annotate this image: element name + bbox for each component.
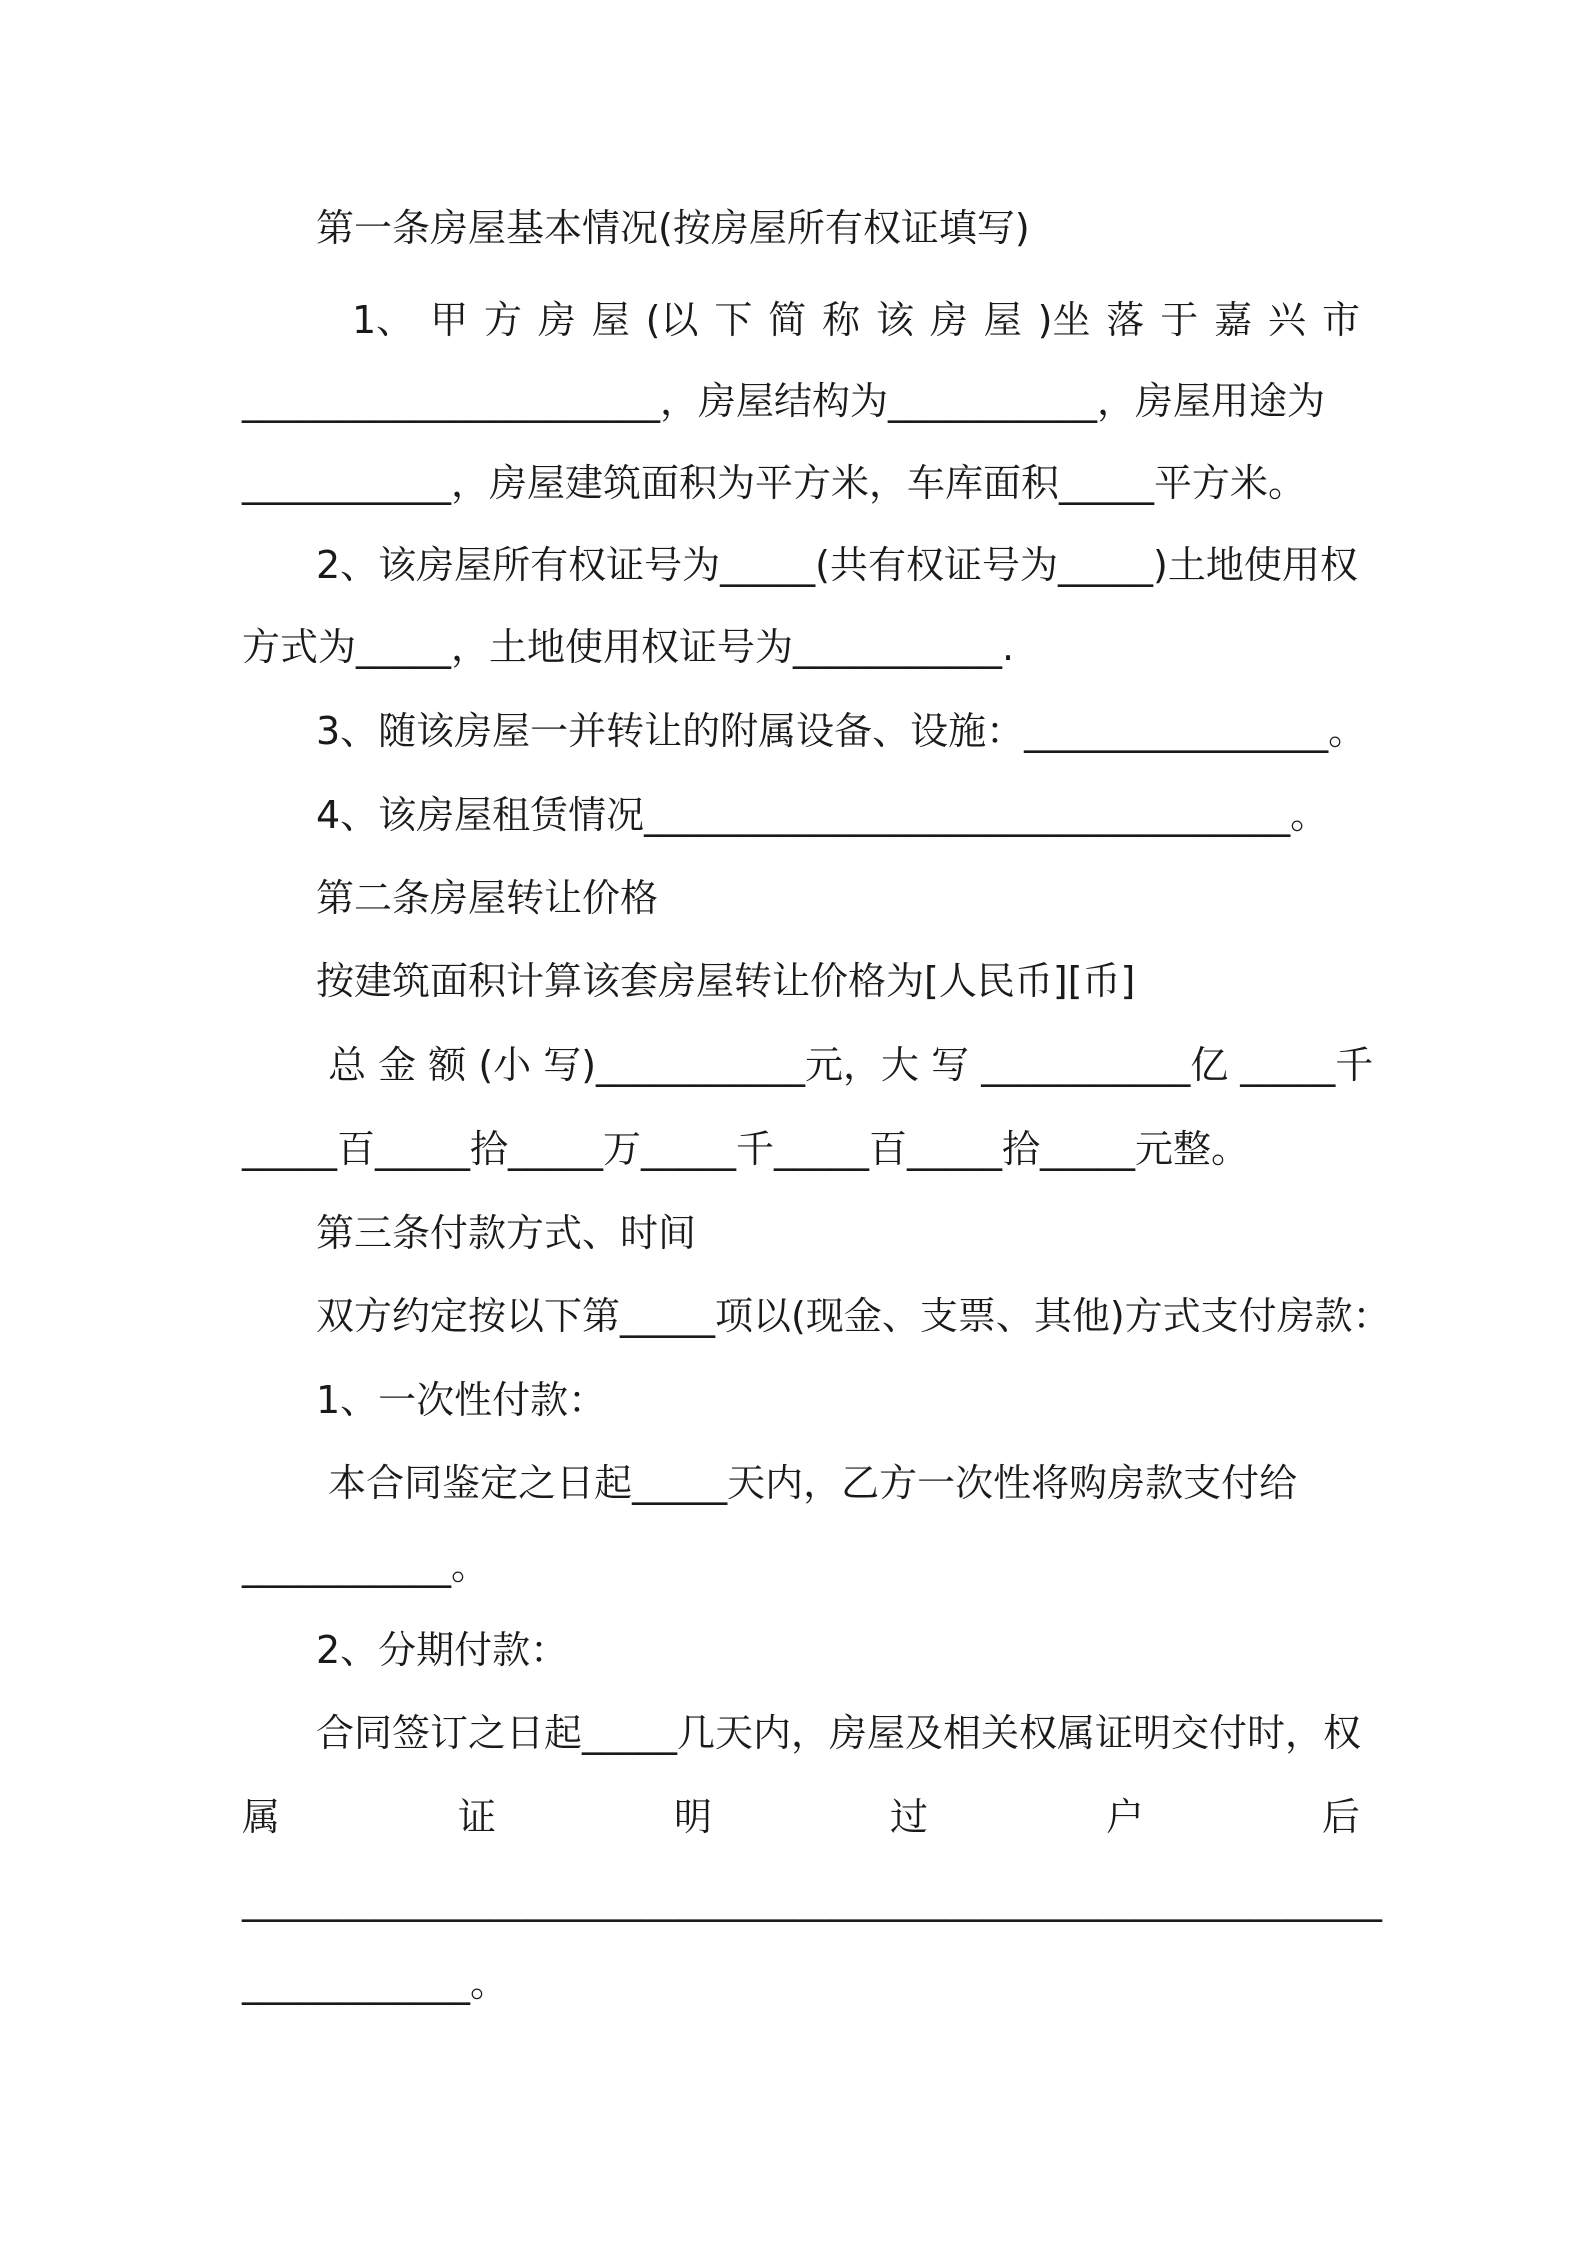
- justified-token: 该: [876, 298, 915, 342]
- justified-token: 方: [483, 298, 522, 342]
- justified-token: 嘉: [1214, 298, 1253, 342]
- justified-token: 兴: [1268, 298, 1307, 342]
- article2-title: 第二条房屋转让价格: [316, 876, 659, 920]
- justified-token: (以: [645, 298, 699, 342]
- justified-token: 甲: [430, 298, 469, 342]
- article2-line2: 总 金 额 (小 写)___________元，大 写 ___________亿 _____千: [316, 1043, 1374, 1087]
- justified-token: 后: [1321, 1795, 1360, 1839]
- article3-sub2-line2: [242, 1792, 1360, 1842]
- justified-token: 市: [1321, 298, 1360, 342]
- article3-sub1-title: 1、一次性付款：: [316, 1378, 607, 1422]
- justified-token: 房: [537, 298, 576, 342]
- article3-line1: 双方约定按以下第_____项以(现金、支票、其他)方式支付房款：: [316, 1294, 1391, 1338]
- article3-sub2-line1: 合同签订之日起_____几天内，房屋及相关权属证明交付时，权: [316, 1711, 1362, 1755]
- article3-sub2-line3: ____________________________________________________________: [242, 1878, 1382, 1922]
- justified-token: 过: [889, 1795, 928, 1839]
- justified-token: 明: [673, 1795, 712, 1839]
- justified-token: )坐: [1037, 298, 1091, 342]
- article3-sub2-line4: ____________。: [242, 1961, 509, 2005]
- justified-token: 1、: [352, 298, 415, 342]
- article1-item2-line2: 方式为_____，土地使用权证号为___________.: [242, 625, 1015, 669]
- justified-token: 属: [242, 1795, 281, 1839]
- justified-token: 屋: [591, 298, 630, 342]
- justified-token: 户: [1105, 1795, 1144, 1839]
- justified-token: 屋: [983, 298, 1022, 342]
- article2-line1: 按建筑面积计算该套房屋转让价格为[人民币][币]: [316, 959, 1136, 1003]
- article2-line3: _____百_____拾_____万_____千_____百_____拾_____元整。: [242, 1127, 1250, 1171]
- justified-token: 于: [1160, 298, 1199, 342]
- article1-item1-line3: ___________，房屋建筑面积为平方米，车库面积_____平方米。: [242, 461, 1307, 505]
- justified-token: 称: [822, 298, 861, 342]
- article1-item2-line1: 2、该房屋所有权证号为_____(共有权证号为_____)土地使用权: [316, 543, 1358, 587]
- article1-item1-line2: ______________________，房屋结构为___________，房屋用途为: [242, 379, 1326, 423]
- justified-token: 简: [768, 298, 807, 342]
- justified-token: 房: [929, 298, 968, 342]
- article1-item3: 3、随该房屋一并转让的附属设备、设施：________________。: [316, 709, 1367, 753]
- article3-title: 第三条付款方式、时间: [316, 1211, 697, 1255]
- article1-title: 第一条房屋基本情况(按房屋所有权证填写): [316, 206, 1030, 250]
- justified-token: 证: [457, 1795, 496, 1839]
- article3-sub1-line2: ___________。: [242, 1544, 490, 1588]
- article3-sub1-line1: 本合同鉴定之日起_____天内，乙方一次性将购房款支付给: [316, 1461, 1298, 1505]
- article3-sub2-title: 2、分期付款：: [316, 1628, 569, 1672]
- article1-item1-line1: [352, 295, 1360, 345]
- justified-token: 落: [1106, 298, 1145, 342]
- article1-item4: 4、该房屋租赁情况__________________________________。: [316, 793, 1329, 837]
- justified-token: 下: [714, 298, 753, 342]
